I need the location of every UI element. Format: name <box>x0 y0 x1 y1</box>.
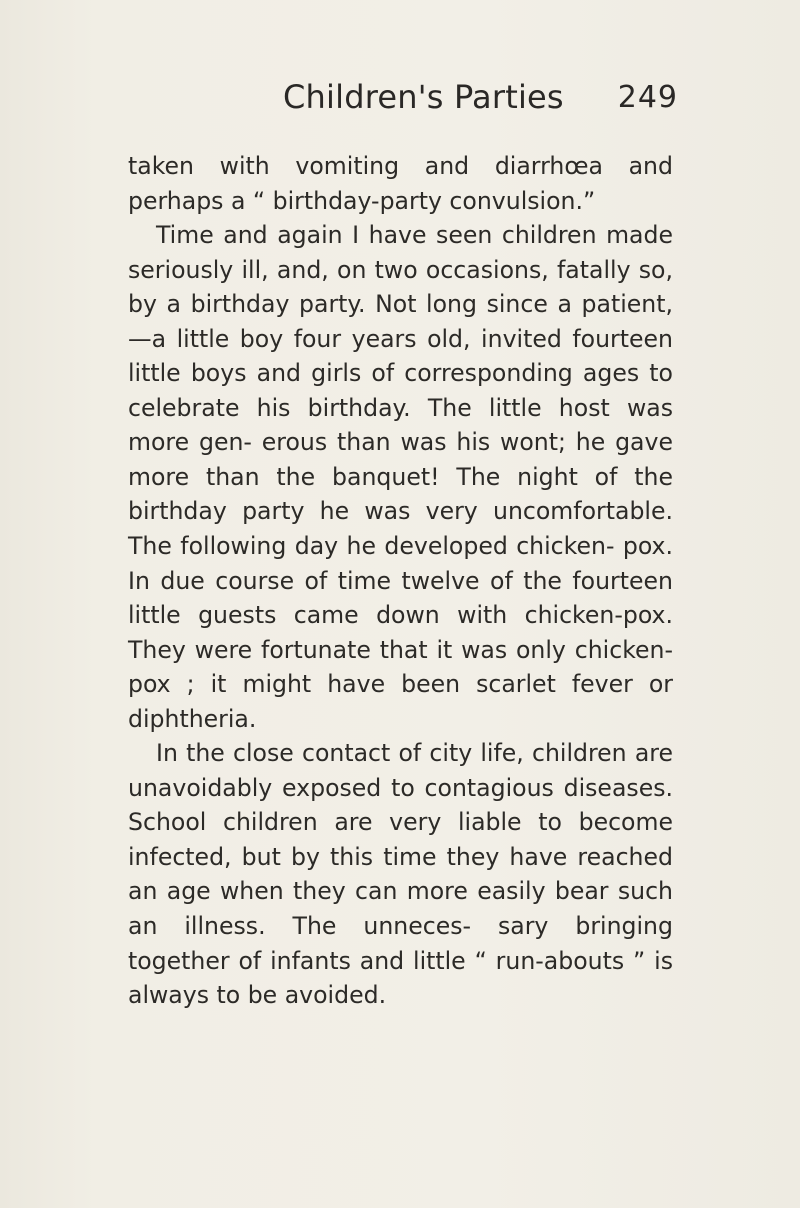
running-title: Children's Parties <box>283 78 564 116</box>
paragraph: In the close contact of city life, children are unavoidably exposed to contagious diseases. School children are very liable to become infected, but by this time they have reached an age when they can more easily bear such an illness. The unneces- sary bringing together of infants and little “ run-abouts ” is always to be avoided. <box>128 739 673 1010</box>
paragraph-continuation: taken with vomiting and diarrhœa and perhaps a “ birthday-party convulsion.” <box>128 152 673 215</box>
page-number: 249 <box>617 80 678 115</box>
paragraph: Time and again I have seen children made seriously ill, and, on two occasions, fatally so, by a birthday party. Not long since a patient,—a little boy four years old, invited fourteen little boys and girls of corresponding ages to celebrate his birthday. The little host was more gen- erous than was his wont; he gave more than the banquet! The night of the birthday party he was very uncomfortable. The following day he developed chicken- pox. In due course of time twelve of the fourteen little guests came down with chicken-pox. They were fortunate that it was only chicken-pox ; it might have been scarlet fever or diphtheria. <box>128 221 673 733</box>
body-text <box>128 149 673 1013</box>
page-header <box>128 78 678 128</box>
